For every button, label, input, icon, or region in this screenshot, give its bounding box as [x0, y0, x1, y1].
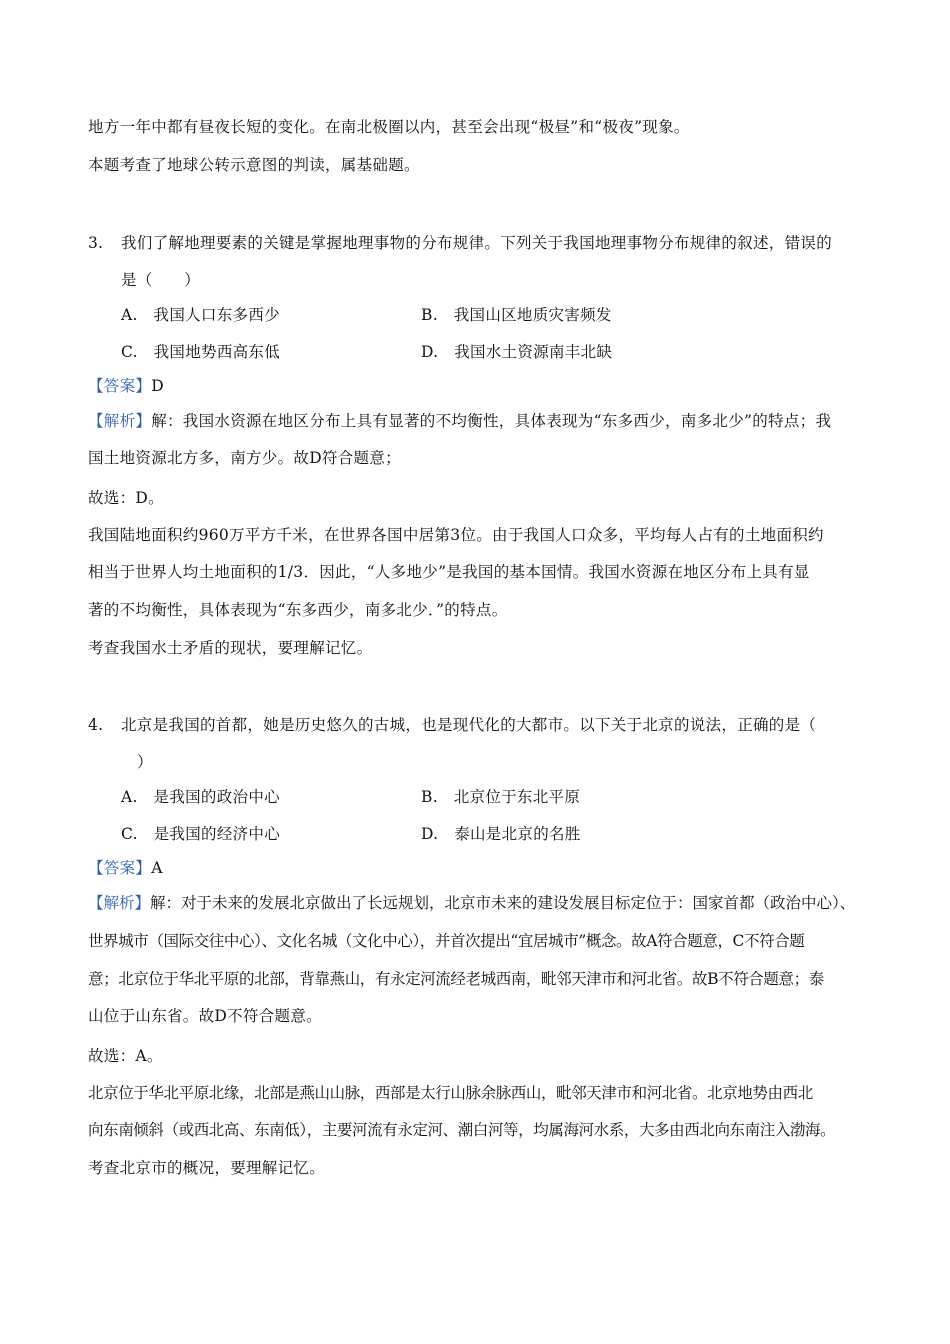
- q3-stem: [88, 233, 832, 253]
- q4-analysis-line-2: 世界城市（国际交往中心）、文化名城（文化中心），并首次提出“宜居城市”概念。故A符合题意，C不符合题: [88, 932, 805, 950]
- q3-extension-line-2: 相当于世界人均土地面积的1/3．因此，“人多地少”是我国的基本国情。我国水资源在地区分布上具有显: [88, 563, 810, 581]
- q3-option-a: A. 我国人口东多西少: [121, 306, 280, 324]
- q3-option-c: C. 我国地势西高东低: [121, 343, 281, 361]
- q3-answer-tag: 【答案】: [88, 377, 152, 395]
- q3-choose: 故选：D。: [88, 489, 164, 507]
- q3-stem-line-2: 是（ ）: [121, 271, 201, 289]
- q3-option-b: B. 我国山区地质灾害频发: [421, 306, 612, 324]
- q4-option-b: B. 北京位于东北平原: [421, 788, 581, 806]
- q4-stem-line-2: ）: [137, 753, 153, 771]
- q4-analysis: [88, 893, 855, 913]
- q4-answer-value: A: [151, 859, 163, 877]
- q4-stem: [88, 715, 816, 735]
- q4-analysis-line-3: 意；北京位于华北平原的北部，背靠燕山，有永定河流经老城西南，毗邻天津市和河北省。故B不符合题意；泰: [88, 970, 824, 988]
- q4-choose: 故选：A。: [88, 1047, 163, 1065]
- q3-extension-line-4: 考查我国水土矛盾的现状，要理解记忆。: [88, 639, 373, 657]
- q4-analysis-tag: 【解析】: [88, 894, 151, 912]
- q3-analysis-tag: 【解析】: [88, 412, 152, 430]
- q4-analysis-line-4: 山位于山东省。故D不符合题意。: [88, 1007, 322, 1025]
- q3-analysis-line-1: 解：我国水资源在地区分布上具有显著的不均衡性，具体表现为“东多西少，南多北少”的特点；我: [151, 412, 832, 430]
- q4-extension-line-2: 向东南倾斜（或西北高、东南低），主要河流有永定河、潮白河等，均属海河水系，大多由西北向东南注入渤海。: [88, 1121, 836, 1139]
- q3-number: 3.: [88, 234, 104, 252]
- q4-extension-line-3: 考查北京市的概况，要理解记忆。: [88, 1159, 326, 1177]
- q4-option-a: A. 是我国的政治中心: [121, 788, 280, 806]
- q4-answer-tag: 【答案】: [88, 859, 152, 877]
- q3-extension-line-1: 我国陆地面积约960万平方千米，在世界各国中居第3位。由于我国人口众多，平均每人占有的土地面积约: [88, 526, 824, 544]
- q4-number: 4.: [88, 716, 104, 734]
- q4-option-d: D. 泰山是北京的名胜: [421, 825, 581, 843]
- q3-answer: [88, 376, 164, 396]
- q4-answer: [88, 858, 163, 878]
- q4-extension-line-1: 北京位于华北平原北缘，北部是燕山山脉，西部是太行山脉余脉西山，毗邻天津市和河北省。北京地势由西北: [88, 1084, 813, 1102]
- q3-analysis: [88, 411, 831, 431]
- q3-answer-value: D: [151, 377, 164, 395]
- q3-option-d: D. 我国水土资源南丰北缺: [421, 343, 613, 361]
- prev-analysis-line-2: 本题考查了地球公转示意图的判读，属基础题。: [88, 156, 420, 174]
- q4-stem-line-1: 北京是我国的首都，她是历史悠久的古城，也是现代化的大都市。以下关于北京的说法，正确的是（: [121, 716, 817, 734]
- prev-analysis-line-1: 地方一年中都有昼夜长短的变化。在南北极圈以内，甚至会出现“极昼”和“极夜”现象。: [88, 118, 690, 136]
- q3-extension-line-3: 著的不均衡性，具体表现为“东多西少，南多北少．”的特点。: [88, 601, 508, 619]
- q3-stem-line-1: 我们了解地理要素的关键是掌握地理事物的分布规律。下列关于我国地理事物分布规律的叙述，错误的: [121, 234, 833, 252]
- q4-analysis-line-1: 解：对于未来的发展北京做出了长远规划，北京市未来的建设发展目标定位于：国家首都（政治中心）、: [150, 894, 856, 912]
- q3-analysis-line-2: 国土地资源北方多，南方少。故D符合题意；: [88, 449, 401, 467]
- q4-option-c: C. 是我国的经济中心: [121, 825, 281, 843]
